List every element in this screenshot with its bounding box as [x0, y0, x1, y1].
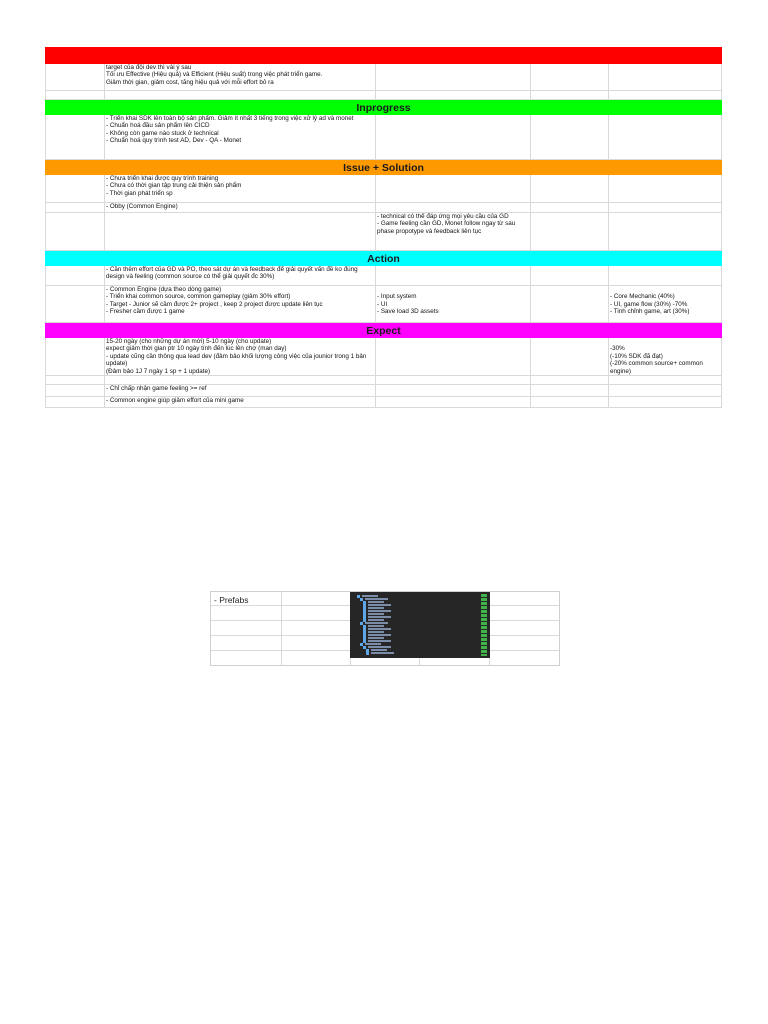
table-cell[interactable] — [45, 213, 105, 250]
mini-col-line — [281, 592, 282, 665]
table-row — [45, 266, 722, 286]
table-row — [45, 385, 722, 397]
table-cell[interactable] — [45, 175, 105, 202]
table-cell[interactable] — [376, 385, 531, 396]
table-cell[interactable] — [609, 385, 722, 396]
table-cell[interactable] — [45, 376, 105, 384]
hierarchy-panel-screenshot — [350, 592, 490, 658]
spreadsheet — [45, 47, 722, 408]
table-cell[interactable] — [609, 64, 722, 90]
tree-node-label — [368, 631, 384, 633]
table-cell[interactable]: -30% (-10% SDK đã đạt) (-20% common source+ common engine) — [609, 338, 722, 375]
table-row — [45, 213, 722, 251]
tree-node-icon — [366, 652, 369, 655]
table-cell[interactable] — [376, 115, 531, 159]
tree-node-label — [368, 607, 384, 609]
table-cell[interactable] — [45, 266, 105, 285]
tree-node-label — [368, 610, 391, 612]
table-cell[interactable] — [376, 266, 531, 285]
table-cell[interactable] — [609, 175, 722, 202]
table-cell[interactable] — [531, 286, 609, 322]
tree-node-label — [368, 619, 384, 621]
table-cell[interactable] — [609, 213, 722, 250]
table-cell[interactable] — [531, 115, 609, 159]
tree-node-label — [368, 628, 391, 630]
tree-node-label — [368, 604, 391, 606]
section-action — [45, 266, 722, 323]
table-row — [45, 175, 722, 203]
table-cell[interactable]: - Chưa triển khai được quy trình training - Chưa có thời gian tập trung cải thiện sản phẩm - Thời gian phát triển sp — [105, 175, 376, 202]
tree-node-label — [368, 616, 391, 618]
tree-node-label — [368, 637, 384, 639]
table-cell[interactable] — [531, 397, 609, 407]
tree-node-label — [368, 601, 384, 603]
table-cell[interactable] — [609, 115, 722, 159]
table-cell[interactable] — [105, 213, 376, 250]
table-cell[interactable]: target của đội dev thì vài ý sau Tối ưu Effective (Hiệu quả) và Efficient (Hiệu suất) trong việc phát triển game. Giảm thời gian, giảm cost, tăng hiệu quả với mỗi effort bỏ ra — [105, 64, 376, 90]
table-cell[interactable]: - Cần thêm effort của GD và PO, theo sát dự án và feedback để giải quyết vấn đề ko đúng design và feeling (common source có thể giải quyết đc 30%) — [105, 266, 376, 285]
prefabs-label: - Prefabs — [214, 595, 249, 605]
table-cell[interactable] — [45, 385, 105, 396]
section-title-action: Action — [45, 251, 722, 266]
table-cell[interactable]: - technical có thể đáp ứng mọi yêu cầu của GD - Game feeling cần GD, Monet follow ngay từ sau phase propotype và feedback liên tục — [376, 213, 531, 250]
table-cell[interactable]: - Common Engine (dựa theo dòng game) - Triển khai common source, common gameplay (giảm 30% effort) - Target - Junior sẽ cầm được 2+ project , keep 2 project được update liên tục - Fresher cầm được 1 game — [105, 286, 376, 322]
table-cell[interactable] — [45, 338, 105, 375]
table-cell[interactable] — [609, 397, 722, 407]
tree-node-label — [365, 643, 381, 645]
table-cell[interactable] — [531, 175, 609, 202]
table-cell[interactable] — [45, 203, 105, 212]
mini-sheet — [210, 591, 560, 666]
table-cell[interactable] — [531, 266, 609, 285]
table-row — [45, 115, 722, 160]
section-title-issue: Issue + Solution — [45, 160, 722, 175]
table-row — [45, 203, 722, 213]
table-cell[interactable] — [376, 203, 531, 212]
tree-node-label — [368, 640, 391, 642]
section-issue — [45, 175, 722, 251]
table-cell[interactable] — [45, 64, 105, 90]
table-cell[interactable] — [531, 203, 609, 212]
table-row — [45, 286, 722, 323]
table-cell[interactable] — [45, 115, 105, 159]
table-cell[interactable] — [609, 376, 722, 384]
table-cell[interactable]: - Core Mechanic (40%) - UI, game flow (30%) -70% - Tinh chỉnh game, art (30%) — [609, 286, 722, 322]
tree-node-label — [371, 652, 394, 654]
table-cell[interactable] — [376, 376, 531, 384]
table-cell[interactable]: - Common engine giúp giảm effort của mini game — [105, 397, 376, 407]
table-cell[interactable] — [609, 203, 722, 212]
table-cell[interactable]: - Obby (Common Engine) — [105, 203, 376, 212]
table-row — [45, 338, 722, 376]
table-cell[interactable] — [376, 397, 531, 407]
section-title-expect: Expect — [45, 323, 722, 338]
table-cell[interactable] — [45, 286, 105, 322]
table-cell[interactable]: - Input system - UI - Save load 3D assets — [376, 286, 531, 322]
table-cell[interactable] — [531, 338, 609, 375]
table-cell[interactable] — [531, 385, 609, 396]
section-title-inprogress: Inprogress — [45, 100, 722, 115]
section-inprogress — [45, 115, 722, 160]
table-cell[interactable] — [376, 338, 531, 375]
table-cell[interactable]: - Chỉ chấp nhận game feeling >= ref — [105, 385, 376, 396]
table-cell[interactable] — [376, 64, 531, 90]
table-cell[interactable]: - Triển khai SDK lên toàn bộ sản phẩm. Giảm ít nhất 3 tiếng trong việc xử lý ad và monet - Chuẩn hoá đầu sản phẩm lên CICD - Không còn game nào stuck ở technical - Chuẩn hoá quy trình test AD, Dev - QA - Monet — [105, 115, 376, 159]
table-row — [45, 397, 722, 408]
tree-node-label — [368, 625, 384, 627]
table-row — [45, 376, 722, 385]
section-top — [45, 64, 722, 91]
spacer-row — [45, 91, 722, 100]
header-band-red — [45, 47, 722, 64]
table-cell[interactable] — [531, 376, 609, 384]
table-cell[interactable] — [45, 397, 105, 407]
tree-node-label — [368, 634, 391, 636]
tree-node-label — [365, 622, 388, 624]
tree-node-label — [371, 649, 387, 651]
table-cell[interactable] — [609, 266, 722, 285]
table-cell[interactable] — [376, 175, 531, 202]
tree-node-label — [368, 613, 384, 615]
table-cell[interactable] — [105, 376, 376, 384]
table-cell[interactable]: 15-20 ngày (cho những dự án mới) 5-10 ngày (cho update) expect giảm thời gian ptr 10 ngày tính đến lúc lên chợ (man day) - update cũng cần thông qua lead dev (đảm bảo khối lượng công việc của jounior trong 1 bản update) (Đảm bảo 1J 7 ngày 1 sp + 1 update) — [105, 338, 376, 375]
tree-node-label — [368, 646, 391, 648]
section-expect — [45, 338, 722, 408]
table-row — [45, 64, 722, 91]
tree-node-label — [365, 598, 388, 600]
status-column — [481, 594, 487, 656]
tree-node-label — [362, 595, 378, 597]
table-cell[interactable] — [531, 213, 609, 250]
table-cell[interactable] — [531, 64, 609, 90]
